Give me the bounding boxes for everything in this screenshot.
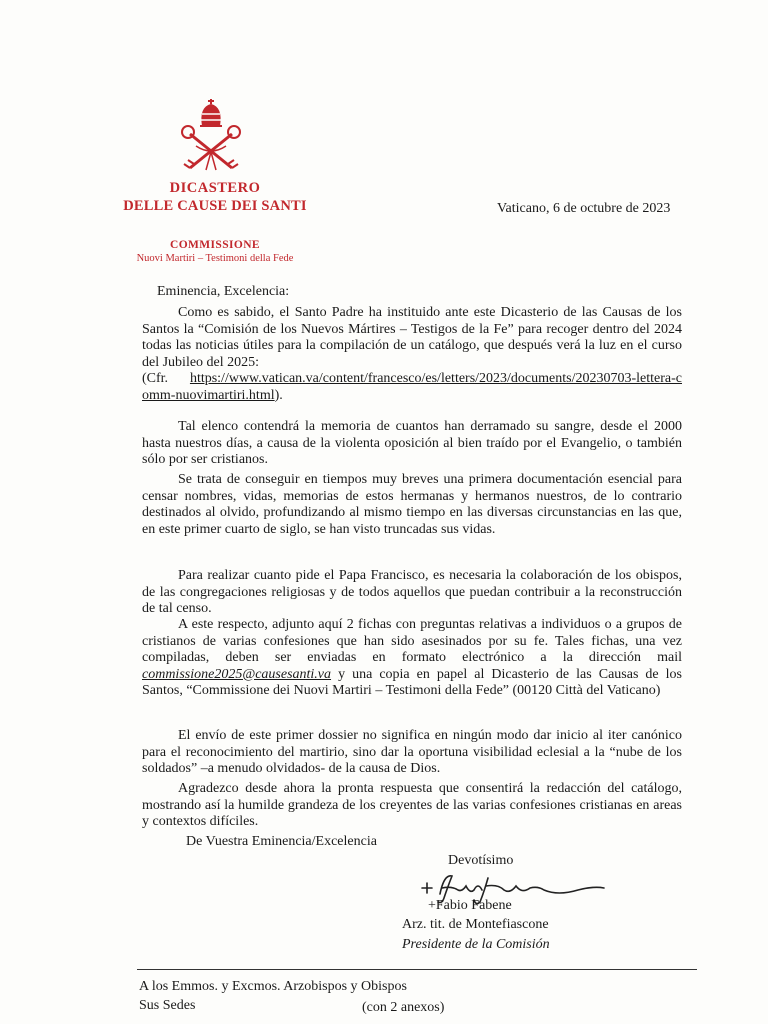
paragraph-2: Tal elenco contendrá la memoria de cuantos han derramado su sangre, desde el 2000 hasta nuestros días, a causa de la violenta oposición al bien traído por el Evangelio, o también sólo por ser cristianos. xyxy=(142,419,682,467)
footer-divider xyxy=(137,969,697,970)
commission-email-link[interactable]: commissione2025@causesanti.va xyxy=(142,666,332,682)
annex-note: (con 2 anexos) xyxy=(362,1000,445,1015)
signer-name: +Fabio Fabene xyxy=(428,898,512,913)
org-line-2: DELLE CAUSE DEI SANTI xyxy=(123,198,307,214)
paragraph-6: El envío de este primer dossier no significa en ningún modo dar inicio al iter canónico para el reconocimiento del martirio, sino dar la oportuna visibilidad eclesial a la “nube de los soldados” –a menudo olvidados- de la causa de Dios. xyxy=(142,728,682,776)
paragraph-4: Para realizar cuanto pide el Papa Francisco, es necesaria la colaboración de los obispos, de las congregaciones religiosas y de todos aquellos que puedan contribuir a la reconstrucción de tal censo. xyxy=(142,568,682,616)
paragraph-3: Se trata de conseguir en tiempos muy breves una primera documentación esencial para censar nombres, vidas, memorias de estos hermanas y hermanos nuestros, de lo contrario destinados al olvido, profundizando al mismo tiempo en las diversas circunstancias en las que, en este primer cuarto de siglo, se han visto truncadas sus vidas. xyxy=(142,472,682,537)
cfr-link[interactable]: https://www.vatican.va/content/francesco/es/letters/2023/documents/20230703-lettera-comm-nuovimartiri.html xyxy=(142,371,682,403)
greeting: Eminencia, Excelencia: xyxy=(157,284,290,299)
commission-line-2: Nuovi Martiri – Testimoni della Fede xyxy=(136,253,294,264)
signer-title: Arz. tit. de Montefiascone xyxy=(402,917,549,932)
org-line-1: DICASTERO xyxy=(169,180,261,196)
closing-line: De Vuestra Eminencia/Excelencia xyxy=(186,834,377,849)
commission-line-1: COMMISSIONE xyxy=(169,239,261,251)
paragraph-1: Como es sabido, el Santo Padre ha instituido ante este Dicasterio de las Causas de los Santos la “Comisión de los Nuevos Mártires – Testigos de la Fe” para recoger dentro del 2024 todas las noticias útiles para la compilación de un catálogo, que después verá la luz en el curso del Jubileo del 2025: xyxy=(142,305,682,370)
paragraph-7: Agradezco desde ahora la pronta respuesta que consentirá la redacción del catálogo, mostrando así la humilde grandeza de los creyentes de las varias confesiones cristianas en areas y contextos difíciles. xyxy=(142,781,682,829)
paragraph-5: A este respecto, adjunto aquí 2 fichas con preguntas relativas a individuos o a grupos de cristianos de varias confesiones que han sido asesinados por su fe. Tales fichas, una vez compiladas, deben ser enviadas en formato electrónico a la dirección mail commissione2025@causesanti.va y una copia en papel al Dicasterio de las Causas de los Santos, “Commissione dei Nuovi Martiri – Testimoni della Fede” (00120 Città del Vaticano) xyxy=(142,617,682,698)
letter-date: Vaticano, 6 de octubre de 2023 xyxy=(497,201,671,216)
addressee-sedes: Sus Sedes xyxy=(139,998,196,1013)
dicastery-name xyxy=(115,180,315,215)
signer-role: Presidente de la Comisión xyxy=(402,937,550,952)
cfr-prefix: (Cfr. xyxy=(142,371,169,386)
cfr-reference: (Cfr. https://www.vatican.va/content/francesco/es/letters/2023/documents/20230703-lettera-comm-nuovimartiri.html). xyxy=(142,371,682,403)
paragraph-1-block xyxy=(142,305,682,404)
commission-name xyxy=(110,238,320,265)
addressee: A los Emmos. y Excmos. Arzobispos y Obispos xyxy=(139,979,407,994)
devotisimo: Devotísimo xyxy=(448,853,514,868)
papal-keys-tiara-icon xyxy=(176,96,246,176)
